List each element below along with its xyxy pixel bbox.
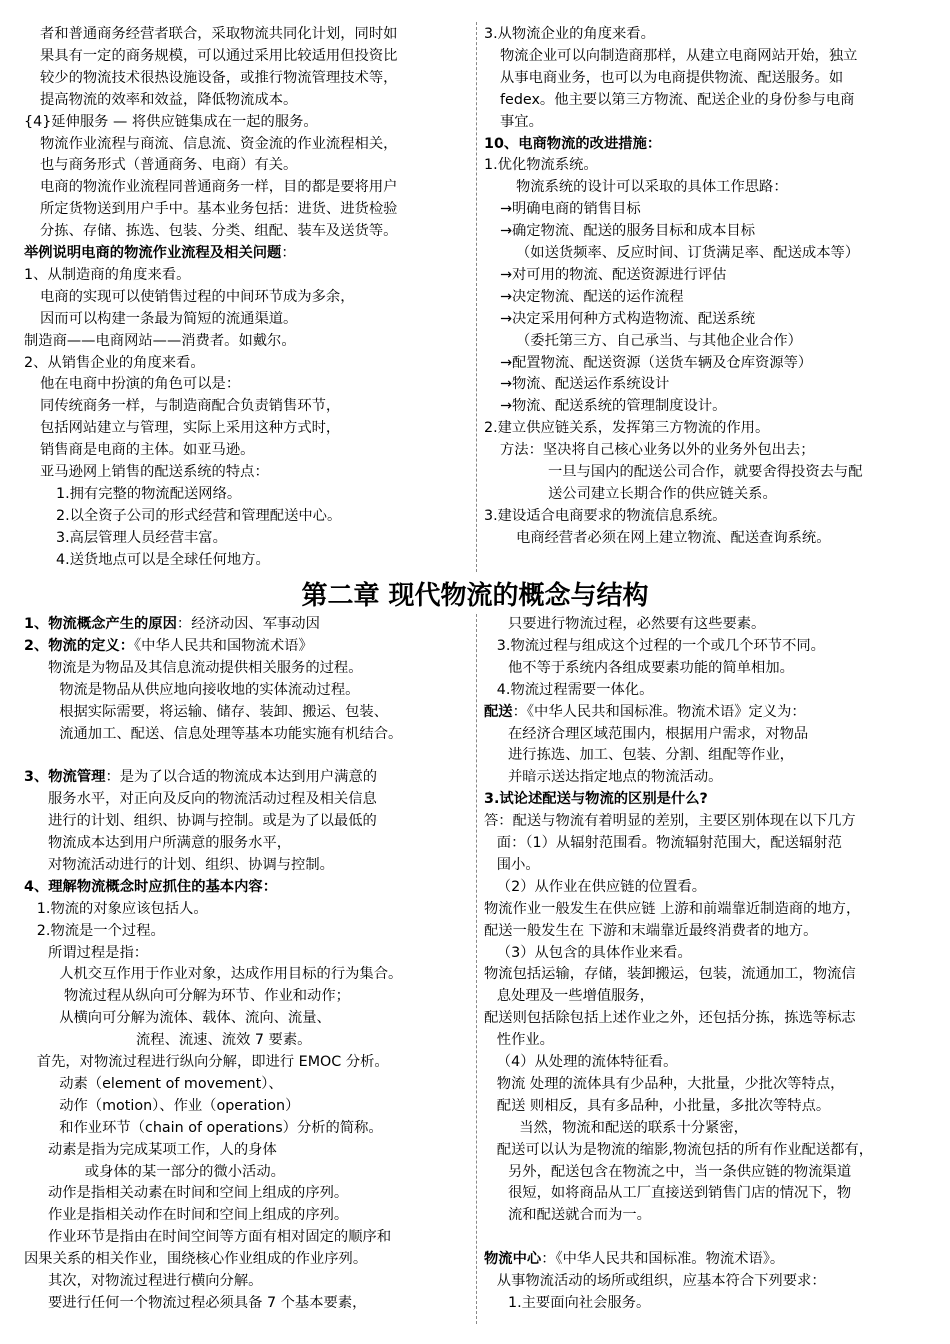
text-line: [500, 265, 726, 286]
line-text: 2、从销售企业的角度来看。: [24, 354, 205, 371]
text-line: [500, 68, 843, 89]
line-text: 电商的物流作业流程同普通商务一样，目的都是要将用户: [40, 179, 398, 196]
line-text: 1.主要面向社会服务。: [508, 1294, 651, 1311]
line-text: 4.送货地点可以是全球任何地方。: [56, 551, 270, 568]
text-line: [24, 636, 313, 657]
line-text: 1、从制造商的角度来看。: [24, 266, 191, 283]
text-line: [508, 724, 808, 745]
text-line: [497, 680, 654, 701]
line-text: 制造商——电商网站——消费者。如戴尔。: [24, 332, 296, 349]
text-line: [484, 921, 817, 942]
text-line: [484, 702, 806, 723]
text-line: [48, 1205, 348, 1226]
line-text: 从事电商业务，也可以为电商提供物流、配送服务。如: [500, 69, 844, 86]
text-line: [500, 221, 755, 242]
line-text: 送公司建立长期合作的供应链关系。: [548, 485, 777, 502]
text-line: [24, 1249, 367, 1270]
text-line: [59, 702, 388, 723]
text-line: [500, 112, 543, 133]
line-text: 物流成本达到用户所满意的服务水平，: [48, 835, 292, 851]
text-line: [484, 1249, 784, 1270]
line-text: 答：配送与物流有着明显的差别，主要区别体现在以下几方: [484, 813, 856, 830]
text-line: [508, 1205, 651, 1226]
line-text: 较少的物流技术很热设施设备，或推行物流管理技术等，: [40, 69, 398, 86]
line-text: 动素（element of movement）、: [59, 1075, 283, 1092]
line-text: （2）从作业在供应链的位置看。: [496, 878, 707, 895]
line-text: 物流 处理的流体具有少品种，大批量，少批次等特点，: [496, 1075, 845, 1092]
line-text: 因而可以构建一条最为简短的流通渠道。: [40, 310, 298, 327]
text-line: [56, 528, 227, 549]
text-line: [508, 1293, 650, 1314]
text-line: [40, 90, 297, 111]
line-text: 或身体的某一部分的微小活动。: [84, 1163, 285, 1180]
text-line: [508, 614, 765, 635]
line-text: 性作业。: [496, 1032, 554, 1049]
line-text: （3）从包含的具体作业来看。: [496, 944, 692, 961]
text-line: [484, 789, 708, 810]
line-text: 流程、流速、流效 7 要素。: [136, 1032, 312, 1049]
text-line: [48, 1183, 348, 1204]
line-text: 配送 则相反，具有多品种，小批量，多批次等特点。: [496, 1097, 831, 1114]
text-line: [500, 46, 857, 67]
line-tail-text: ：: [281, 245, 296, 261]
text-line: [59, 964, 402, 985]
text-line: [40, 68, 397, 89]
line-text: 所定货物送到用户手中。基本业务包括：进货、进货检验: [40, 201, 398, 218]
text-line: [64, 986, 350, 1007]
line-text: →决定物流、配送的运作流程: [500, 288, 684, 305]
bold-heading: 3、物流管理: [24, 769, 106, 786]
line-text: →确定物流、配送的服务目标和成本目标: [500, 223, 756, 240]
line-text: →决定采用何种方式构造物流、配送系统: [500, 310, 756, 327]
text-line: [497, 1074, 845, 1095]
line-text: （如送货频率、反应时间、订货满足率、配送成本等）: [516, 245, 860, 261]
line-text: 作业环节是指由在时间空间等方面有相对固定的顺序和: [48, 1229, 392, 1246]
text-line: [48, 1227, 391, 1248]
line-text: （委托第三方、自己承当、与其他企业合作）: [516, 332, 802, 349]
text-line: [40, 177, 397, 198]
text-line: [24, 353, 205, 374]
line-text: 和作业环节（chain of operations）分析的简称。: [59, 1119, 383, 1136]
line-text: 动素是指为完成某项工作，人的身体: [48, 1141, 277, 1158]
text-line: [48, 789, 377, 810]
line-text: 1.优化物流系统。: [484, 157, 598, 174]
line-text: 者和普通商务经营者联合，采取物流共同化计划，同时如: [40, 26, 398, 42]
text-line: [24, 243, 296, 264]
text-line: [500, 353, 812, 374]
bold-heading: 配送: [484, 703, 513, 720]
chapter-title: 第二章 现代物流的概念与结构: [301, 581, 649, 611]
bold-heading: 4、理解物流概念时应抓住的基本内容：: [24, 878, 277, 895]
text-line: [516, 331, 802, 352]
line-text: 果具有一定的商务规模，可以通过采用比较适用但投资比: [40, 47, 398, 64]
line-text: 物流作业流程与商流、信息流、资金流的作业流程相关，: [40, 135, 398, 152]
line-text: 他在电商中扮演的角色可以是：: [40, 376, 241, 393]
line-text: 流和配送就合而为一。: [508, 1207, 651, 1224]
text-line: [40, 24, 397, 45]
line-text: 一旦与国内的配送公司合作，就要舍得投资去与配: [548, 464, 863, 480]
line-text: 动作（motion）、作业（operation）: [59, 1097, 300, 1114]
line-text: →物流、配送运作系统设计: [500, 376, 670, 393]
line-text: （4）从处理的流体特征看。: [496, 1054, 678, 1070]
column-divider-bottom: [476, 614, 477, 1324]
line-text: {4}延伸服务 — 将供应链集成在一起的服务。: [24, 113, 318, 130]
line-text: 根据实际需要，将运输、储存、装卸、搬运、包装、: [59, 703, 389, 720]
text-line: [500, 287, 684, 308]
text-line: [484, 155, 598, 176]
line-text: →对可用的物流、配送资源进行评估: [500, 266, 727, 283]
line-text: 进行拣选、加工、包装、分割、组配等作业，: [508, 747, 794, 764]
text-line: [497, 855, 540, 876]
line-text: →物流、配送系统的管理制度设计。: [500, 398, 727, 415]
line-text: 在经济合理区域范围内，根据用户需求，对物品: [508, 725, 809, 742]
line-text: 对物流活动进行的计划、组织、协调与控制。: [48, 856, 334, 873]
line-text: 要进行任何一个物流过程必须具备 7 个基本要素，: [48, 1294, 367, 1311]
text-line: [24, 877, 277, 898]
text-line: [59, 680, 359, 701]
line-text: 3.建设适合电商要求的物流信息系统。: [484, 507, 727, 524]
column-divider-top: [476, 22, 477, 572]
text-line: [59, 1074, 282, 1095]
text-line: [40, 134, 397, 155]
text-line: [508, 658, 794, 679]
text-line: [59, 1008, 331, 1029]
line-text: 配送则包括除包括上述作业之外，还包括分拣，拣选等标志: [484, 1010, 856, 1027]
text-line: [484, 1008, 856, 1029]
text-line: [484, 506, 726, 527]
text-line: [497, 1271, 826, 1292]
line-text: fedex。他主要以第三方物流、配送企业的身份参与电商: [500, 91, 855, 108]
text-line: [48, 1140, 277, 1161]
text-line: [59, 724, 402, 745]
text-line: [48, 855, 334, 876]
line-text: 息处理及一些增值服务，: [496, 988, 655, 1005]
line-tail-text: 《中华人民共和国物流术语》: [134, 637, 313, 654]
line-text: 流通加工、配送、信息处理等基本功能实施有机结合。: [59, 725, 403, 742]
text-line: [484, 899, 860, 920]
bold-heading: 2、物流的定义：: [24, 637, 135, 654]
line-text: 也与商务形式（普通商务、电商）有关。: [40, 157, 298, 174]
line-text: 围小。: [496, 856, 540, 873]
text-line: [40, 155, 297, 176]
line-tail-text: ：《中华人民共和国标准。物流术语》定义为：: [512, 703, 806, 720]
line-text: 4.物流过程需要一体化。: [496, 681, 654, 698]
line-text: 电商经营者必须在网上建立物流、配送查询系统。: [516, 529, 831, 546]
text-line: [500, 396, 726, 417]
text-line: [497, 986, 654, 1007]
text-line: [40, 309, 297, 330]
line-text: 面：（1）从辐射范围看。物流辐射范围大，配送辐射范: [496, 835, 842, 851]
line-text: 另外，配送包含在物流之中，当一条供应链的物流渠道: [508, 1163, 852, 1180]
text-line: [497, 1030, 554, 1051]
text-line: [497, 877, 706, 898]
line-text: 配送一般发生在 下游和末端靠近最终消费者的地方。: [484, 922, 818, 939]
text-line: [497, 833, 842, 854]
text-line: [500, 90, 854, 111]
bold-heading: 3.试论述配送与物流的区别是什么?: [484, 791, 708, 808]
line-text: 3.物流过程与组成这个过程的一个或几个环节不同。: [496, 637, 825, 654]
text-line: [48, 833, 291, 854]
text-line: [56, 550, 270, 571]
text-line: [40, 440, 254, 461]
text-line: [508, 745, 794, 766]
text-line: [40, 287, 355, 308]
text-line: [40, 221, 397, 242]
line-text: 同传统商务一样，与制造商配合负责销售环节，: [40, 398, 341, 415]
text-line: [497, 1140, 873, 1161]
text-line: [508, 1183, 851, 1204]
text-line: [484, 134, 661, 155]
line-text: 物流系统的设计可以采取的具体工作思路：: [516, 179, 788, 196]
text-line: [484, 418, 769, 439]
bold-heading: 10、电商物流的改进措施：: [484, 135, 662, 152]
text-line: [497, 1096, 830, 1117]
line-text: 只要进行物流过程，必然要有这些要素。: [508, 616, 766, 632]
line-text: 从事物流活动的场所或组织，应基本符合下列要求：: [496, 1273, 826, 1289]
text-line: [497, 943, 692, 964]
text-line: [24, 614, 320, 635]
text-line: [48, 943, 148, 964]
text-line: [508, 1162, 851, 1183]
text-line: [40, 418, 340, 439]
text-line: [24, 767, 377, 788]
line-text: 从横向可分解为流体、载体、流向、流量、: [59, 1010, 331, 1027]
line-text: 进行的计划、组织、协调与控制。或是为了以最低的: [48, 813, 377, 830]
line-text: 首先，对物流过程进行纵向分解，即进行 EMOC 分析。: [36, 1054, 389, 1070]
line-text: 2.以全资子公司的形式经营和管理配送中心。: [56, 507, 342, 524]
text-line: [59, 1118, 383, 1139]
text-line: [24, 112, 318, 133]
line-text: 物流企业可以向制造商那样，从建立电商网站开始，独立: [500, 47, 858, 64]
text-line: [500, 374, 669, 395]
line-text: 3.从物流企业的角度来看。: [484, 26, 655, 42]
text-line: [500, 309, 755, 330]
text-line: [37, 921, 165, 942]
line-text: 因果关系的相关作业，围绕核心作业组成的作业序列。: [24, 1251, 368, 1268]
text-line: [40, 199, 397, 220]
line-text: 其次，对物流过程进行横向分解。: [48, 1273, 263, 1289]
line-text: 所谓过程是指：: [48, 944, 149, 961]
line-text: 物流是物品从供应地向接收地的实体流动过程。: [59, 681, 360, 698]
line-text: 作业是指相关动作在时间和空间上组成的序列。: [48, 1207, 349, 1224]
text-line: [516, 528, 831, 549]
text-line: [56, 506, 341, 527]
line-text: 提高物流的效率和效益，降低物流成本。: [40, 91, 298, 108]
line-text: 分拣、存储、拣选、包装、分类、组配、装车及送货等。: [40, 223, 398, 240]
text-line: [500, 199, 641, 220]
text-line: [484, 24, 655, 45]
text-line: [40, 396, 340, 417]
text-line: [484, 964, 856, 985]
text-line: [508, 767, 722, 788]
line-text: 销售商是电商的主体。如亚马逊。: [40, 442, 255, 459]
line-text: 物流包括运输，存储，装卸搬运，包装，流通加工，物流信: [484, 966, 856, 983]
line-text: 亚马逊网上销售的配送系统的特点：: [40, 464, 269, 480]
text-line: [136, 1030, 311, 1051]
text-line: [48, 811, 377, 832]
text-line: [59, 1096, 299, 1117]
text-line: [516, 243, 859, 264]
text-line: [24, 265, 190, 286]
line-text: 服务水平，对正向及反向的物流活动过程及相关信息: [48, 791, 377, 808]
text-line: [56, 484, 241, 505]
line-tail-text: ：是为了以合适的物流成本达到用户满意的: [105, 769, 378, 786]
line-text: 电商的实现可以使销售过程的中间环节成为多余，: [40, 288, 355, 305]
text-line: [24, 331, 296, 352]
bold-heading: 举例说明电商的物流作业流程及相关问题: [24, 245, 282, 261]
line-text: 1.物流的对象应该包括人。: [36, 900, 208, 917]
line-text: 并暗示送达指定地点的物流活动。: [508, 769, 723, 786]
line-text: 人机交互作用于作业对象，达成作用目标的行为集合。: [59, 966, 403, 983]
line-text: 1.拥有完整的物流配送网络。: [56, 485, 242, 502]
text-line: [40, 46, 397, 67]
text-line: [497, 1052, 678, 1073]
line-text: 他不等于系统内各组成要素功能的简单相加。: [508, 659, 794, 676]
text-line: [37, 1052, 389, 1073]
text-line: [85, 1162, 285, 1183]
text-line: [519, 1118, 748, 1139]
text-line: [484, 811, 856, 832]
line-text: 配送可以认为是物流的缩影,物流包括的所有作业配送都有，: [496, 1141, 874, 1158]
line-text: 物流过程从纵向可分解为环节、作业和动作；: [64, 988, 350, 1005]
line-text: 动作是指相关动素在时间和空间上组成的序列。: [48, 1185, 349, 1202]
text-line: [497, 636, 825, 657]
text-line: [48, 1293, 366, 1314]
line-text: 事宜。: [500, 113, 543, 130]
text-line: [40, 374, 240, 395]
line-text: 包括网站建立与管理，实际上采用这种方式时，: [40, 420, 341, 437]
line-text: 2.建立供应链关系，发挥第三方物流的作用。: [484, 420, 770, 437]
line-text: 当然，物流和配送的联系十分紧密，: [519, 1119, 748, 1136]
line-tail-text: ：经济动因、军事动因: [176, 616, 320, 632]
text-line: [548, 484, 777, 505]
line-text: 2.物流是一个过程。: [36, 922, 165, 939]
line-text: 方法：坚决将自己核心业务以外的业务外包出去；: [500, 442, 815, 459]
line-text: 3.高层管理人员经营丰富。: [56, 529, 227, 546]
line-tail-text: ：《中华人民共和国标准。物流术语》。: [541, 1251, 785, 1268]
line-text: →明确电商的销售目标: [500, 201, 641, 218]
text-line: [500, 440, 815, 461]
text-line: [48, 1271, 262, 1292]
line-text: →配置物流、配送资源（送货车辆及仓库资源等）: [500, 354, 813, 371]
line-text: 很短，如将商品从工厂直接送到销售门店的情况下，物: [508, 1185, 852, 1202]
bold-heading: 物流中心: [484, 1251, 542, 1268]
text-line: [37, 899, 208, 920]
bold-heading: 1、物流概念产生的原因: [24, 616, 177, 632]
text-line: [548, 462, 863, 483]
line-text: 物流是为物品及其信息流动提供相关服务的过程。: [48, 659, 363, 676]
text-line: [48, 658, 363, 679]
line-text: 物流作业一般发生在供应链 上游和前端靠近制造商的地方，: [484, 900, 861, 917]
text-line: [516, 177, 788, 198]
text-line: [40, 462, 269, 483]
